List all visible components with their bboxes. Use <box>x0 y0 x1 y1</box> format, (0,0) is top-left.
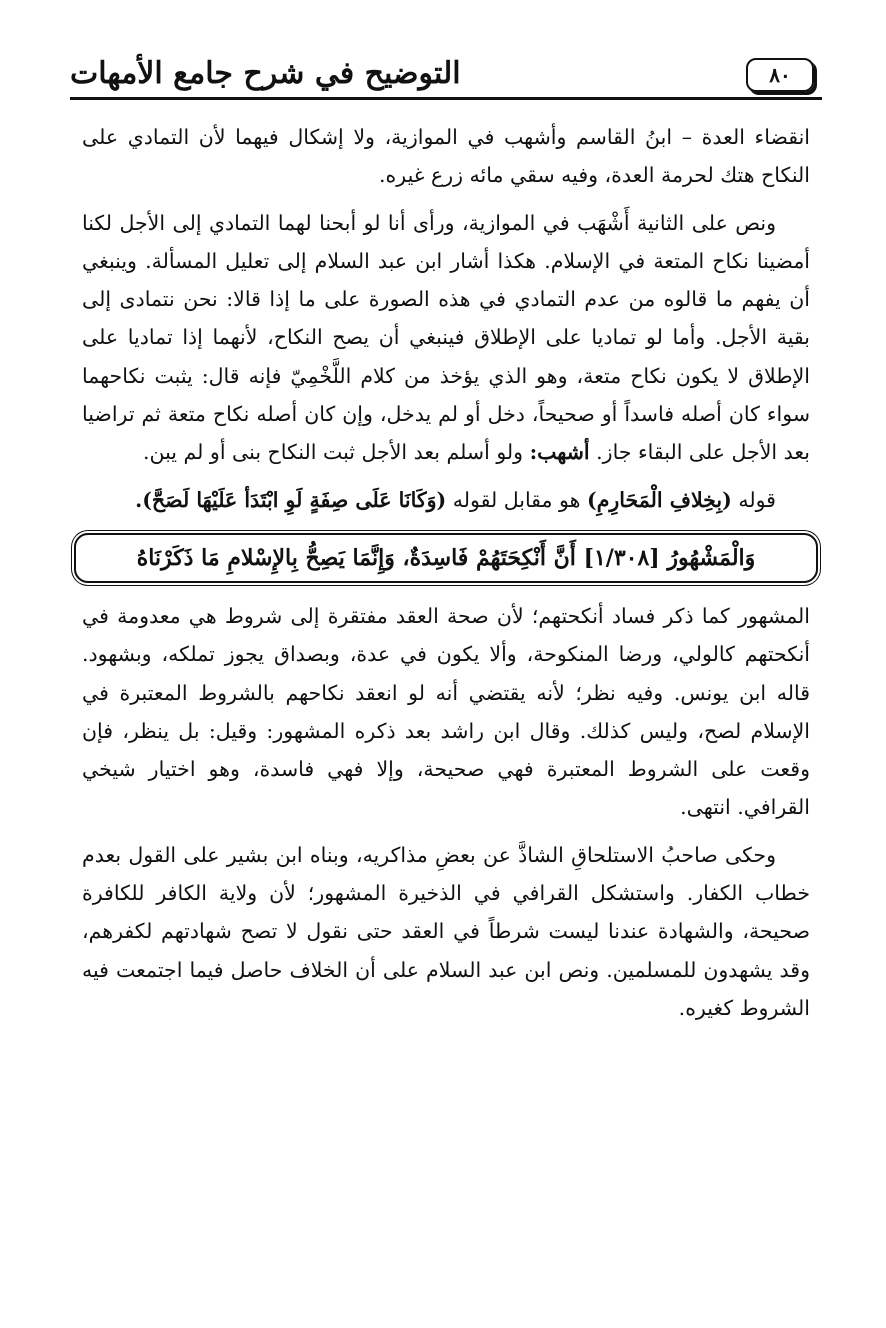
paragraph-2-tail: ولو أسلم بعد الأجل ثبت النكاح بنى أو لم يبن. <box>143 440 524 465</box>
paragraph-2 <box>82 204 810 472</box>
page-body <box>82 118 810 1036</box>
quoted-phrase-1: (بِخِلافِ الْمَحَارِمِ) <box>587 487 732 512</box>
paragraph-1: انقضاء العدة – ابنُ القاسم وأشهب في الموازية، ولا إشكال فيهما لأن التمادي على النكاح هتك لحرمة العدة، وفيه سقي مائه زرع غيره. <box>82 125 810 188</box>
running-title: التوضيح في شرح جامع الأمهات <box>70 56 461 91</box>
quote-prefix: قوله <box>738 487 776 512</box>
matn-text-box: وَالْمَشْهُورُ [١/٣٠٨] أَنَّ أَنْكِحَتَهُمْ فَاسِدَةٌ، وَإِنَّمَا يَصِحُّ بِالإِسْلامِ مَا ذَكَرْنَاهُ <box>74 533 818 583</box>
paragraph-2-main: ونص على الثانية أَشْهَب في الموازية، ورأى أنا لو أبحنا لهما التمادي إلى الأجل لكنا أمضينا نكاح المتعة في الإسلام. هكذا أشار ابن عبد السلام إلى تعليل المسألة. وينبغي أن يفهم ما قالوه من عدم التمادي في هذه الصورة على ما إذا قالا: نحن نتمادى إلى بقية الأجل. وأما لو تماديا على الإطلاق فينبغي أن يصح النكاح، لأنهما إذا تماديا على الإطلاق لا يكون نكاح متعة، وهو الذي يؤخذ من كلام اللَّخْمِيّ فإنه قال: يثبت نكاحهما سواء كان أصله فاسداً أو صحيحاً، دخل أو لم يدخل، وإن كان أصله نكاح متعة ثم تراضيا بعد الأجل على البقاء جاز. <box>82 210 810 465</box>
page-number: ٨٠ <box>746 58 814 92</box>
quoted-phrase-2: (وَكَانَا عَلَى صِفَةٍ لَوِ ابْتَدَأ عَلَيْهَا لَصَحَّ). <box>135 487 447 512</box>
header-divider <box>70 97 822 100</box>
page-header <box>70 54 822 100</box>
quote-middle: هو مقابل لقوله <box>452 487 581 512</box>
quote-paragraph <box>82 481 810 519</box>
paragraph-3: المشهور كما ذكر فساد أنكحتهم؛ لأن صحة العقد مفتقرة إلى شروط هي معدومة في أنكحتهم كالولي، ورضا المنكوحة، وألا يكون في عدة، وبصداق يجوز تملكه، وبشهود. قاله ابن يونس. وفيه نظر؛ لأنه يقتضي أنه لو انعقد نكاحهم بالشروط المعتبرة في الإسلام لصح، وليس كذلك. وقال ابن راشد بعد ذكره المشهور: وقيل: بل ينظر، فإن وقعت على الشروط المعتبرة فهي صحيحة، وإلا فهي فاسدة، وهو اختيار شيخي القرافي. انتهى. <box>82 603 810 820</box>
ashhab-label: أشهب: <box>529 440 590 465</box>
paragraph-4: وحكى صاحبُ الاستلحاقِ الشاذَّ عن بعضِ مذاكريه، وبناه ابن بشير على القول بعدم خطاب الكفار. واستشكل القرافي في الذخيرة المشهور؛ لأن ولاية الكافر للكافرة صحيحة، والشهادة عندنا ليست شرطاً في العقد حتى نقول لا تصح شهادتهم لكفرهم، وقد يشهدون للمسلمين. ونص ابن عبد السلام على أن الخلاف حاصل فيما اجتمعت فيه الشروط كغيره. <box>82 842 810 1020</box>
